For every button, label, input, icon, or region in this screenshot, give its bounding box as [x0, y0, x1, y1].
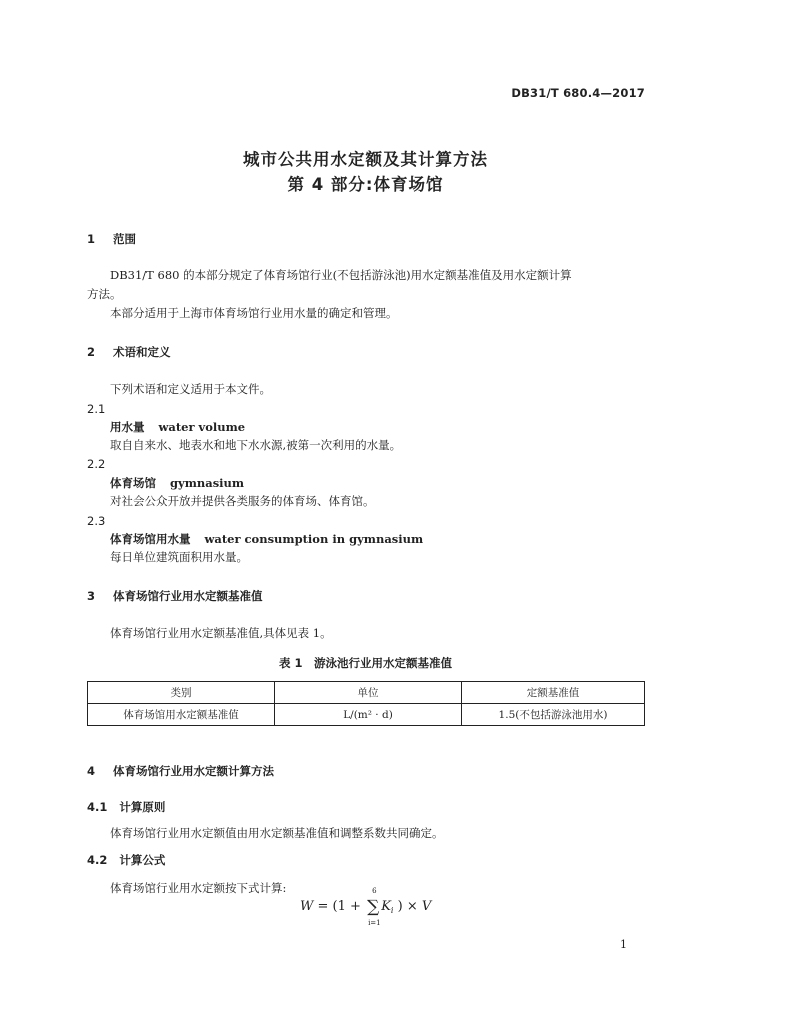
term-en: water consumption in gymnasium — [204, 532, 424, 546]
subsection-title: 计算原则 — [119, 800, 166, 814]
term-cn: 体育场馆 — [110, 476, 156, 490]
term-2-3-number: 2.3 — [87, 514, 106, 528]
cell-baseline: 1.5(不包括游泳池用水) — [462, 704, 645, 726]
section-1-heading — [87, 231, 136, 247]
column-header-unit: 单位 — [275, 682, 462, 704]
formula-v: V — [421, 899, 432, 914]
section-1-para-1-line-2: 方法。 — [87, 287, 122, 301]
subsection-4-1-heading — [87, 799, 165, 815]
formula-eq-open: = (1 + — [317, 899, 361, 914]
document-title: 城市公共用水定额及其计算方法 — [243, 150, 488, 169]
term-2-1-name — [110, 419, 245, 435]
subsection-number: 4.1 — [87, 800, 108, 814]
term-2-3-name — [110, 531, 423, 547]
term-cn: 用水量 — [110, 420, 145, 434]
column-header-category: 类别 — [88, 682, 275, 704]
subsection-number: 4.2 — [87, 853, 108, 867]
table-row — [88, 704, 645, 726]
term-2-3-definition: 每日单位建筑面积用水量。 — [110, 550, 248, 564]
sum-lower-limit: i=1 — [368, 919, 381, 927]
section-number: 4 — [87, 764, 96, 778]
section-title: 体育场馆行业用水定额计算方法 — [113, 764, 275, 778]
section-2-heading — [87, 344, 171, 360]
water-quota-formula — [300, 887, 432, 927]
subsection-4-2-heading — [87, 852, 165, 868]
formula-w: W — [300, 899, 314, 914]
term-cn: 体育场馆用水量 — [110, 532, 191, 546]
term-en: gymnasium — [170, 476, 245, 490]
section-3-heading — [87, 588, 263, 604]
quota-table — [87, 681, 645, 726]
cell-category: 体育场馆用水定额基准值 — [88, 704, 275, 726]
subsection-4-1-para: 体育场馆行业用水定额值由用水定额基准值和调整系数共同确定。 — [110, 826, 444, 840]
section-3-para: 体育场馆行业用水定额基准值,具体见表 1。 — [110, 626, 332, 640]
formula-close-times: ) × — [397, 899, 418, 914]
section-number: 3 — [87, 589, 96, 603]
table-1-title: 表 1 游泳池行业用水定额基准值 — [278, 656, 452, 670]
section-title: 范围 — [113, 232, 137, 246]
term-2-1-number: 2.1 — [87, 402, 106, 416]
formula-k: K — [381, 899, 391, 914]
section-title: 术语和定义 — [113, 345, 171, 359]
section-4-heading — [87, 763, 274, 779]
formula-k-subscript: i — [390, 906, 394, 915]
term-2-2-name — [110, 475, 244, 491]
term-2-1-definition: 取自自来水、地表水和地下水水源,被第一次利用的水量。 — [110, 438, 402, 452]
cell-unit: L/(m² · d) — [275, 704, 462, 726]
term-en: water volume — [158, 420, 246, 434]
section-title: 体育场馆行业用水定额基准值 — [113, 589, 263, 603]
section-1-para-2: 本部分适用于上海市体育场馆行业用水量的确定和管理。 — [110, 306, 398, 320]
sum-upper-limit: 6 — [372, 887, 377, 895]
table-header-row — [88, 682, 645, 704]
section-1-para-1-line-1: DB31/T 680 的本部分规定了体育场馆行业(不包括游泳池)用水定额基准值及用水定额计算 — [110, 268, 572, 282]
term-2-2-definition: 对社会公众开放并提供各类服务的体育场、体育馆。 — [110, 494, 375, 508]
document-subtitle: 第 4 部分:体育场馆 — [287, 175, 444, 194]
section-number: 1 — [87, 232, 96, 246]
page-number: 1 — [620, 938, 627, 951]
section-2-intro: 下列术语和定义适用于本文件。 — [110, 382, 271, 396]
section-number: 2 — [87, 345, 96, 359]
subsection-4-2-para: 体育场馆行业用水定额按下式计算: — [110, 881, 287, 895]
summation-symbol: ∑ 6 i=1 — [367, 887, 381, 927]
document-code: DB31/T 680.4—2017 — [511, 86, 645, 100]
column-header-baseline: 定额基准值 — [462, 682, 645, 704]
subsection-title: 计算公式 — [119, 853, 166, 867]
term-2-2-number: 2.2 — [87, 457, 106, 471]
